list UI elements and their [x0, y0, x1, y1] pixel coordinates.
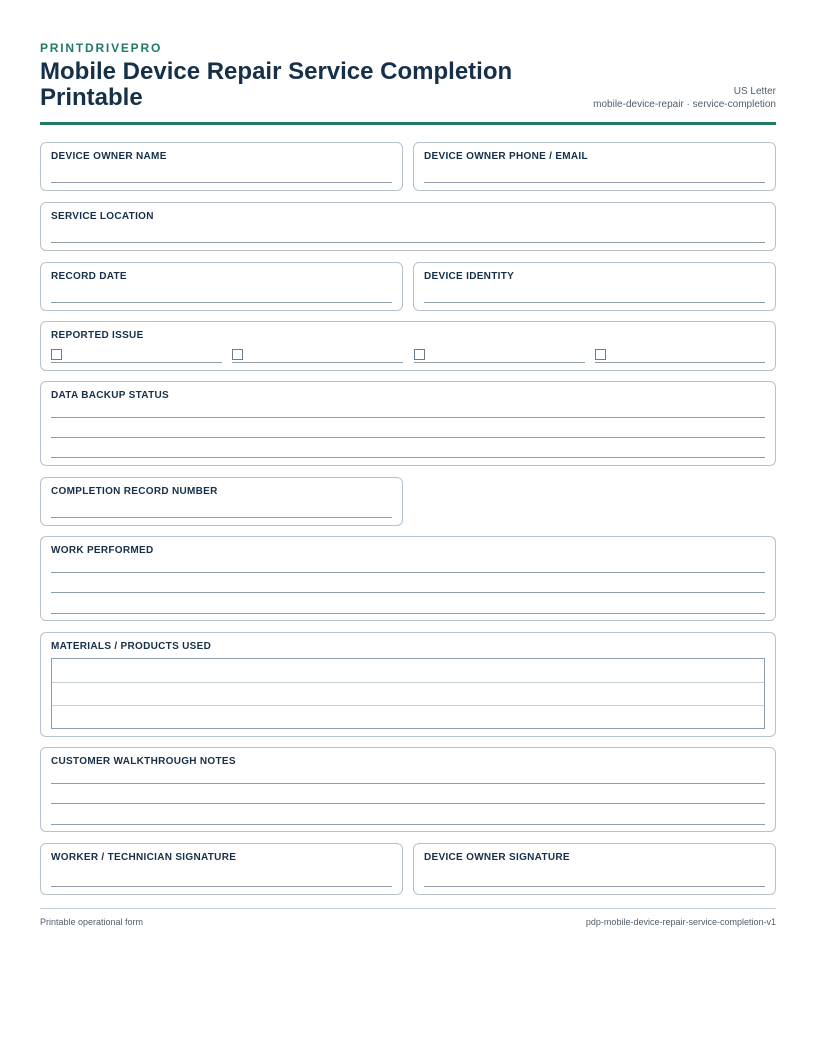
brand-name: PRINTDRIVEPRO	[40, 41, 163, 55]
walkthrough-line-1[interactable]	[51, 783, 765, 784]
owner-signature-line[interactable]	[424, 886, 765, 887]
document-slug: mobile-device-repair · service-completion	[593, 99, 776, 110]
work-performed-line-2[interactable]	[51, 592, 765, 593]
reported-issue-label: REPORTED ISSUE	[51, 330, 144, 341]
checkbox-icon[interactable]	[232, 349, 243, 360]
header-rule	[40, 122, 776, 125]
issue-option-4[interactable]	[595, 349, 765, 363]
owner-contact-line[interactable]	[424, 182, 765, 183]
option-line[interactable]	[51, 362, 222, 363]
data-backup-line-2[interactable]	[51, 437, 765, 438]
owner-name-field[interactable]	[40, 142, 403, 191]
technician-signature-label: WORKER / TECHNICIAN SIGNATURE	[51, 852, 237, 863]
option-line[interactable]	[595, 362, 765, 363]
technician-signature-field[interactable]	[40, 843, 403, 895]
owner-name-line[interactable]	[51, 182, 392, 183]
work-performed-line-3[interactable]	[51, 613, 765, 614]
checkbox-icon[interactable]	[414, 349, 425, 360]
owner-signature-label: DEVICE OWNER SIGNATURE	[424, 852, 570, 863]
walkthrough-line-3[interactable]	[51, 824, 765, 825]
form-id: pdp-mobile-device-repair-service-completion-v1	[585, 917, 776, 927]
completion-number-line[interactable]	[51, 517, 392, 518]
footer-label: Printable operational form	[40, 917, 144, 927]
option-line[interactable]	[414, 362, 585, 363]
checkbox-icon[interactable]	[595, 349, 606, 360]
data-backup-line-3[interactable]	[51, 457, 765, 458]
owner-contact-field[interactable]	[413, 142, 776, 191]
reported-issue-field	[40, 321, 776, 371]
walkthrough-notes-label: CUSTOMER WALKTHROUGH NOTES	[51, 756, 236, 767]
issue-option-1[interactable]	[51, 349, 222, 363]
service-location-field[interactable]	[40, 202, 776, 251]
issue-option-3[interactable]	[414, 349, 585, 363]
completion-number-field[interactable]	[40, 477, 403, 526]
walkthrough-line-2[interactable]	[51, 803, 765, 804]
materials-field	[40, 632, 776, 737]
issue-option-2[interactable]	[232, 349, 403, 363]
paper-size: US Letter	[733, 86, 776, 97]
data-backup-label: DATA BACKUP STATUS	[51, 390, 169, 401]
table-row-divider	[52, 682, 764, 683]
data-backup-line-1[interactable]	[51, 417, 765, 418]
work-performed-line-1[interactable]	[51, 572, 765, 573]
owner-signature-field[interactable]	[413, 843, 776, 895]
footer-rule	[40, 908, 776, 909]
walkthrough-notes-field[interactable]	[40, 747, 776, 832]
page-title: Mobile Device Repair Service Completion Printable	[40, 58, 513, 111]
checkbox-icon[interactable]	[51, 349, 62, 360]
option-line[interactable]	[232, 362, 403, 363]
record-date-line[interactable]	[51, 302, 392, 303]
work-performed-label: WORK PERFORMED	[51, 545, 154, 556]
owner-name-label: DEVICE OWNER NAME	[51, 151, 167, 162]
table-row-divider	[52, 705, 764, 706]
materials-table[interactable]	[51, 658, 765, 729]
device-identity-line[interactable]	[424, 302, 765, 303]
owner-contact-label: DEVICE OWNER PHONE / EMAIL	[424, 151, 588, 162]
service-location-label: SERVICE LOCATION	[51, 211, 154, 222]
technician-signature-line[interactable]	[51, 886, 392, 887]
materials-label: MATERIALS / PRODUCTS USED	[51, 641, 212, 652]
document-meta	[593, 85, 776, 111]
device-identity-label: DEVICE IDENTITY	[424, 271, 515, 282]
device-identity-field[interactable]	[413, 262, 776, 311]
service-location-line[interactable]	[51, 242, 765, 243]
completion-number-label: COMPLETION RECORD NUMBER	[51, 486, 218, 497]
record-date-field[interactable]	[40, 262, 403, 311]
record-date-label: RECORD DATE	[51, 271, 127, 282]
work-performed-field[interactable]	[40, 536, 776, 621]
data-backup-field[interactable]	[40, 381, 776, 466]
